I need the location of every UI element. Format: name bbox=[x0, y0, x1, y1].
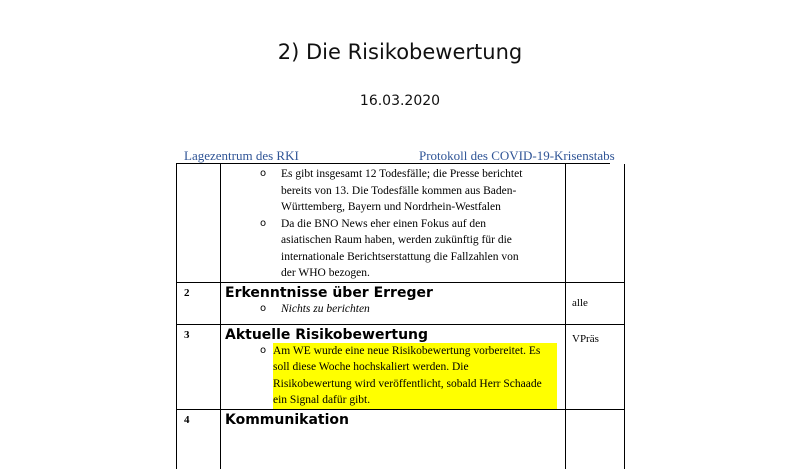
row-number: 3 bbox=[177, 324, 221, 409]
row-content bbox=[221, 409, 566, 469]
table-row bbox=[177, 164, 625, 282]
bullet-list bbox=[221, 301, 565, 318]
bullet-line: soll diese Woche hochskaliert werden. Die bbox=[273, 361, 469, 373]
row-content bbox=[221, 164, 566, 282]
bullet-line: Es gibt insgesamt 12 Todesfälle; die Presse berichtet bbox=[281, 168, 523, 180]
bullet-line: asiatischen Raum haben, werden zukünftig für die bbox=[281, 234, 512, 246]
bullet-line: internationale Berichtserstattung die Fallzahlen von bbox=[281, 250, 519, 263]
list-item bbox=[221, 343, 565, 409]
highlighted-text bbox=[273, 343, 557, 409]
bullet-text: Nichts zu berichten bbox=[281, 302, 370, 315]
table-row bbox=[177, 324, 625, 409]
responsible-label: VPräs bbox=[572, 332, 599, 345]
bullet-line: ein Signal dafür gibt. bbox=[273, 394, 371, 406]
table-row bbox=[177, 282, 625, 324]
list-item bbox=[221, 216, 565, 282]
bullet-line: Risikobewertung wird veröffentlicht, sobald Herr Schaade bbox=[273, 377, 542, 390]
row-number: 4 bbox=[177, 409, 221, 469]
document-header-right: Protokoll des COVID-19-Krisenstabs bbox=[419, 148, 615, 163]
bullet-line: Württemberg, Bayern und Nordrhein-Westfalen bbox=[281, 201, 501, 213]
row-number bbox=[177, 164, 221, 282]
row-responsible bbox=[566, 282, 625, 324]
list-item bbox=[221, 301, 565, 318]
section-title: Erkenntnisse über Erreger bbox=[225, 284, 433, 301]
responsible-label: alle bbox=[572, 297, 588, 309]
bullet-line: Da die BNO News eher einen Fokus auf den bbox=[281, 217, 487, 230]
row-responsible bbox=[566, 324, 625, 409]
list-item bbox=[221, 166, 565, 216]
bullet-icon: o bbox=[260, 302, 267, 314]
bullet-line: der WHO bezogen. bbox=[281, 267, 370, 279]
bullet-icon: o bbox=[260, 217, 267, 229]
bullet-icon: o bbox=[260, 344, 267, 356]
bullet-list bbox=[221, 166, 565, 282]
bullet-line: bereits von 13. Die Todesfälle kommen aus Baden- bbox=[281, 184, 517, 197]
bullet-icon: o bbox=[260, 168, 267, 179]
section-title: Kommunikation bbox=[225, 411, 349, 428]
bullet-line: Am WE wurde eine neue Risikobewertung vorbereitet. Es bbox=[273, 344, 541, 357]
slide-date: 16.03.2020 bbox=[359, 93, 441, 109]
protocol-table bbox=[176, 164, 625, 469]
row-content bbox=[221, 324, 566, 409]
row-responsible bbox=[566, 409, 625, 469]
slide-title: 2) Die Risikobewertung bbox=[277, 40, 523, 64]
section-title: Aktuelle Risikobewertung bbox=[225, 326, 429, 343]
bullet-list bbox=[221, 343, 565, 409]
document-header-left: Lagezentrum des RKI bbox=[184, 148, 299, 163]
table-row bbox=[177, 409, 625, 469]
row-number: 2 bbox=[177, 282, 221, 324]
row-responsible bbox=[566, 164, 625, 282]
row-content bbox=[221, 282, 566, 324]
